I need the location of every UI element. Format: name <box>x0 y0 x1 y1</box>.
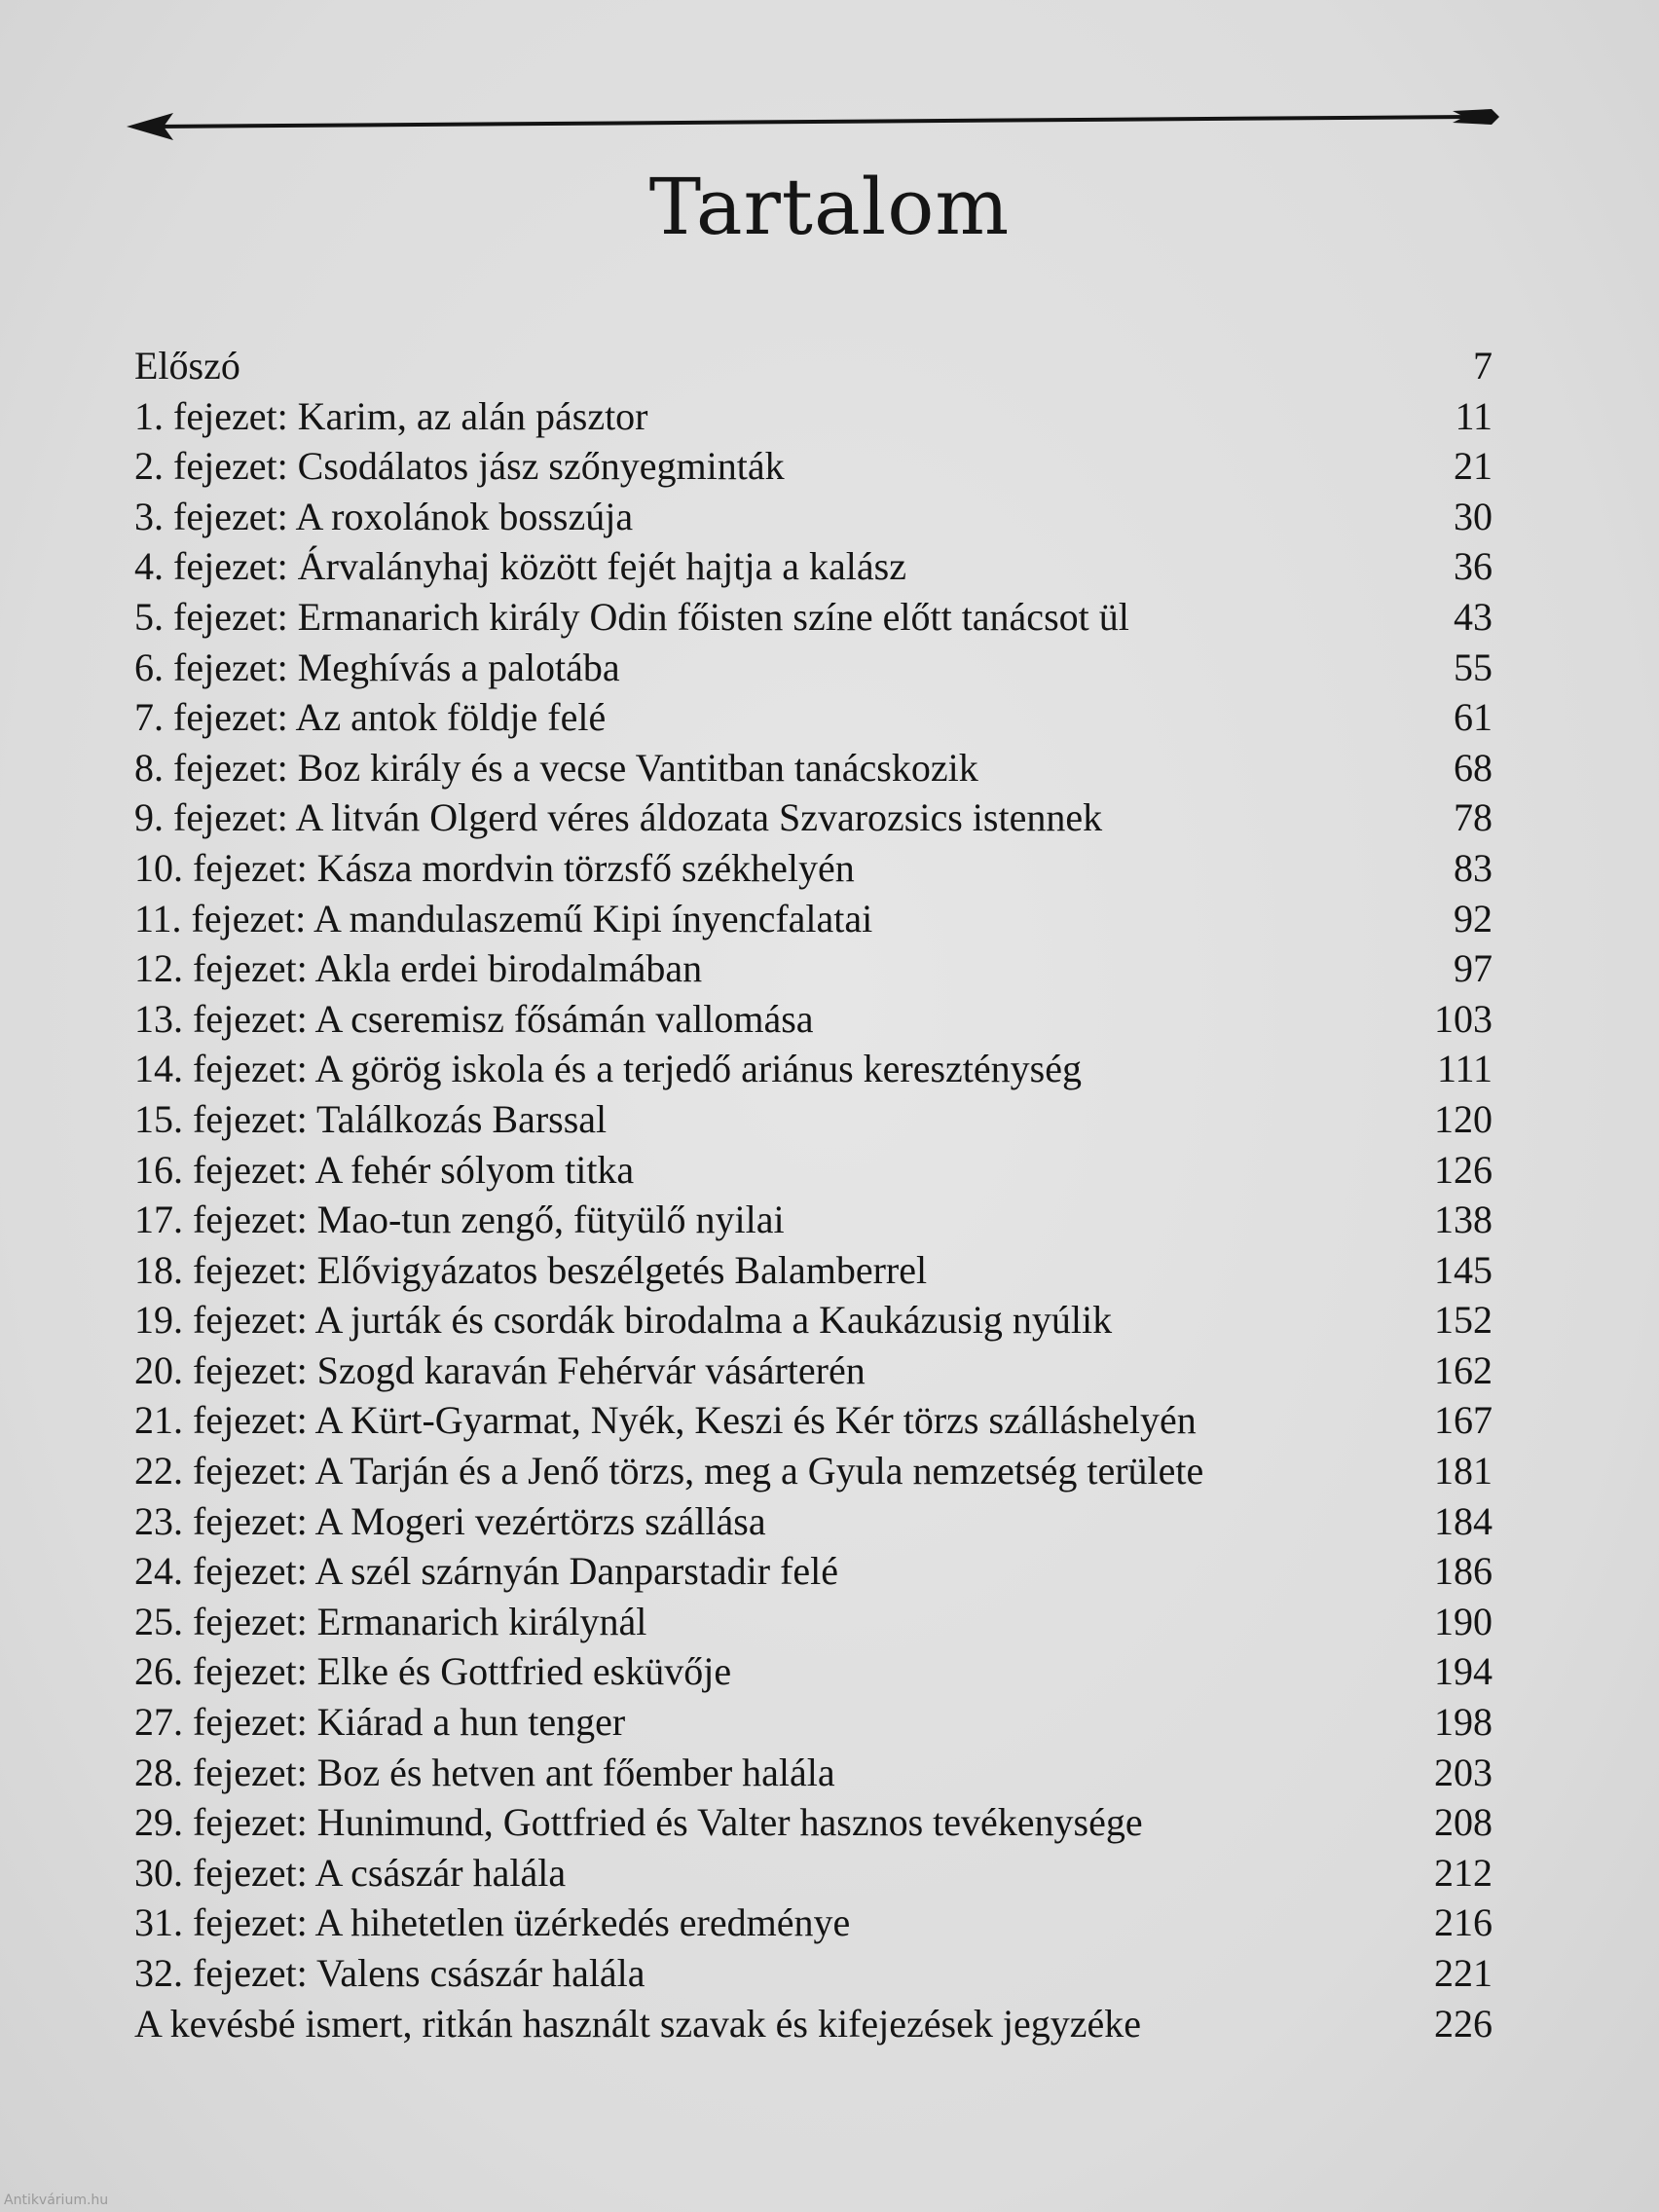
toc-entry <box>134 1748 1493 1798</box>
toc-entry-title: 29. fejezet: Hunimund, Gottfried és Valter hasznos tevékenysége <box>134 1800 1143 1845</box>
toc-entry-page-number: 152 <box>1434 1298 1493 1343</box>
toc-entry <box>134 1295 1493 1346</box>
toc-entry-page-number: 203 <box>1434 1750 1493 1794</box>
toc-entry-page-number: 194 <box>1434 1649 1493 1694</box>
toc-entry-title: 31. fejezet: A hihetetlen üzérkedés eredménye <box>134 1900 851 1945</box>
toc-entry-page-number: 186 <box>1434 1549 1493 1594</box>
toc-entry-page-number: 226 <box>1434 2001 1493 2046</box>
toc-entry <box>134 1597 1493 1647</box>
toc-entry <box>134 1646 1493 1697</box>
toc-entry-title: 9. fejezet: A litván Olgerd véres áldozata Szvarozsics istennek <box>134 795 1103 840</box>
arrow-shaft <box>156 117 1470 127</box>
toc-entry-page-number: 68 <box>1454 745 1493 790</box>
toc-entry-page-number: 145 <box>1434 1247 1493 1292</box>
toc-entry <box>134 1546 1493 1597</box>
toc-entry-page-number: 36 <box>1454 544 1493 589</box>
toc-entry-title: 27. fejezet: Kiárad a hun tenger <box>134 1700 626 1745</box>
toc-entry-page-number: 43 <box>1454 594 1493 639</box>
toc-entry <box>134 1094 1493 1145</box>
toc-entry-page-number: 184 <box>1434 1498 1493 1543</box>
toc-entry <box>134 1697 1493 1748</box>
toc-entry <box>134 1948 1493 1999</box>
toc-entry <box>134 1848 1493 1899</box>
toc-entry <box>134 793 1493 843</box>
toc-entry-title: A kevésbé ismert, ritkán használt szavak és kifejezések jegyzéke <box>134 2001 1142 2046</box>
toc-entry-page-number: 181 <box>1434 1449 1493 1493</box>
toc-entry-page-number: 30 <box>1454 494 1493 538</box>
toc-entry <box>134 1145 1493 1196</box>
toc-entry-title: 19. fejezet: A jurták és csordák birodalma a Kaukázusig nyúlik <box>134 1298 1113 1343</box>
toc-entry-title: 25. fejezet: Ermanarich királynál <box>134 1599 647 1643</box>
toc-entry <box>134 441 1493 492</box>
toc-entry <box>134 643 1493 693</box>
toc-entry <box>134 1395 1493 1446</box>
watermark-text: Antikvárium.hu <box>4 2193 109 2208</box>
toc-entry-page-number: 190 <box>1434 1599 1493 1643</box>
toc-entry <box>134 692 1493 743</box>
toc-entry <box>134 1898 1493 1948</box>
toc-entry <box>134 894 1493 944</box>
toc-entry-page-number: 138 <box>1434 1198 1493 1242</box>
toc-entry-page-number: 55 <box>1454 645 1493 689</box>
toc-entry-page-number: 61 <box>1454 695 1493 740</box>
toc-entry-page-number: 162 <box>1434 1347 1493 1392</box>
toc-entry-page-number: 120 <box>1434 1096 1493 1141</box>
toc-entry <box>134 1446 1493 1496</box>
decorative-arrow-rule <box>127 105 1499 148</box>
toc-entry-title: 16. fejezet: A fehér sólyom titka <box>134 1147 635 1192</box>
toc-entry <box>134 1195 1493 1245</box>
toc-entry-page-number: 167 <box>1434 1398 1493 1443</box>
toc-entry-title: 6. fejezet: Meghívás a palotába <box>134 645 620 689</box>
page-title: Tartalom <box>648 162 1011 252</box>
toc-entry <box>134 1999 1493 2049</box>
toc-entry-title: 14. fejezet: A görög iskola és a terjedő ariánus kereszténység <box>134 1047 1082 1091</box>
toc-entry-title: 7. fejezet: Az antok földje felé <box>134 695 607 740</box>
toc-entry <box>134 994 1493 1045</box>
toc-entry-title: 1. fejezet: Karim, az alán pásztor <box>134 393 648 438</box>
toc-entry-title: 4. fejezet: Árvalányhaj között fejét hajtja a kalász <box>134 544 906 589</box>
toc-entry-page-number: 212 <box>1434 1850 1493 1895</box>
toc-entry-title: 8. fejezet: Boz király és a vecse Vantitban tanácskozik <box>134 745 978 790</box>
toc-entry-page-number: 216 <box>1434 1900 1493 1945</box>
toc-entry-title: 28. fejezet: Boz és hetven ant főember halála <box>134 1750 835 1794</box>
toc-entry-title: 2. fejezet: Csodálatos jász szőnyegminták <box>134 444 785 489</box>
toc-entry-page-number: 198 <box>1434 1700 1493 1745</box>
toc-entry-title: 30. fejezet: A császár halála <box>134 1850 567 1895</box>
toc-entry <box>134 1797 1493 1848</box>
toc-entry-title: 22. fejezet: A Tarján és a Jenő törzs, meg a Gyula nemzetség területe <box>134 1449 1204 1493</box>
toc-entry-title: 15. fejezet: Találkozás Barssal <box>134 1096 608 1141</box>
toc-entry-page-number: 221 <box>1434 1951 1493 1995</box>
toc-entry <box>134 1346 1493 1396</box>
toc-entry-title: 26. fejezet: Elke és Gottfried esküvője <box>134 1649 732 1694</box>
toc-entry-page-number: 21 <box>1454 444 1493 489</box>
toc-entry-title: 12. fejezet: Akla erdei birodalmában <box>134 946 703 991</box>
toc-entry <box>134 391 1493 442</box>
toc-entry-page-number: 7 <box>1473 344 1493 387</box>
toc-entry-page-number: 11 <box>1455 393 1493 438</box>
toc-entry <box>134 1496 1493 1547</box>
toc-entry-page-number: 97 <box>1454 946 1493 991</box>
toc-entry-title: 32. fejezet: Valens császár halála <box>134 1951 645 1995</box>
toc-entry-title: 5. fejezet: Ermanarich király Odin főisten színe előtt tanácsot ül <box>134 594 1129 639</box>
toc-entry-page-number: 78 <box>1454 795 1493 840</box>
toc-entry-title: 10. fejezet: Kásza mordvin törzsfő székhelyén <box>134 845 855 890</box>
toc-entry-page-number: 92 <box>1454 896 1493 940</box>
toc-entry <box>134 943 1493 994</box>
toc-entry <box>134 492 1493 542</box>
toc-entry-page-number: 103 <box>1434 996 1493 1041</box>
toc-entry-title: 23. fejezet: A Mogeri vezértörzs szállása <box>134 1498 766 1543</box>
toc-entry-title: 24. fejezet: A szél szárnyán Danparstadir felé <box>134 1549 839 1594</box>
toc-entry <box>134 341 1493 391</box>
table-of-contents <box>134 341 1493 2048</box>
toc-entry <box>134 743 1493 793</box>
toc-entry-title: 13. fejezet: A cseremisz fősámán vallomása <box>134 996 814 1041</box>
toc-entry-title: 17. fejezet: Mao-tun zengő, fütyülő nyilai <box>134 1198 785 1242</box>
toc-entry-page-number: 111 <box>1436 1047 1493 1091</box>
toc-entry <box>134 592 1493 643</box>
toc-entry-title: 11. fejezet: A mandulaszemű Kipi ínyencfalatai <box>134 896 873 940</box>
toc-entry-title: 20. fejezet: Szogd karaván Fehérvár vásárterén <box>134 1347 866 1392</box>
toc-entry-page-number: 83 <box>1454 845 1493 890</box>
toc-entry <box>134 1245 1493 1296</box>
toc-entry-title: 18. fejezet: Elővigyázatos beszélgetés Balamberrel <box>134 1247 928 1292</box>
toc-entry <box>134 843 1493 894</box>
toc-entry <box>134 541 1493 592</box>
toc-entry-title: 21. fejezet: A Kürt-Gyarmat, Nyék, Keszi és Kér törzs szálláshelyén <box>134 1398 1197 1443</box>
toc-entry-page-number: 126 <box>1434 1147 1493 1192</box>
toc-entry <box>134 1044 1493 1094</box>
toc-entry-title: Előszó <box>134 344 240 387</box>
toc-entry-title: 3. fejezet: A roxolánok bosszúja <box>134 494 634 538</box>
toc-entry-page-number: 208 <box>1434 1800 1493 1845</box>
